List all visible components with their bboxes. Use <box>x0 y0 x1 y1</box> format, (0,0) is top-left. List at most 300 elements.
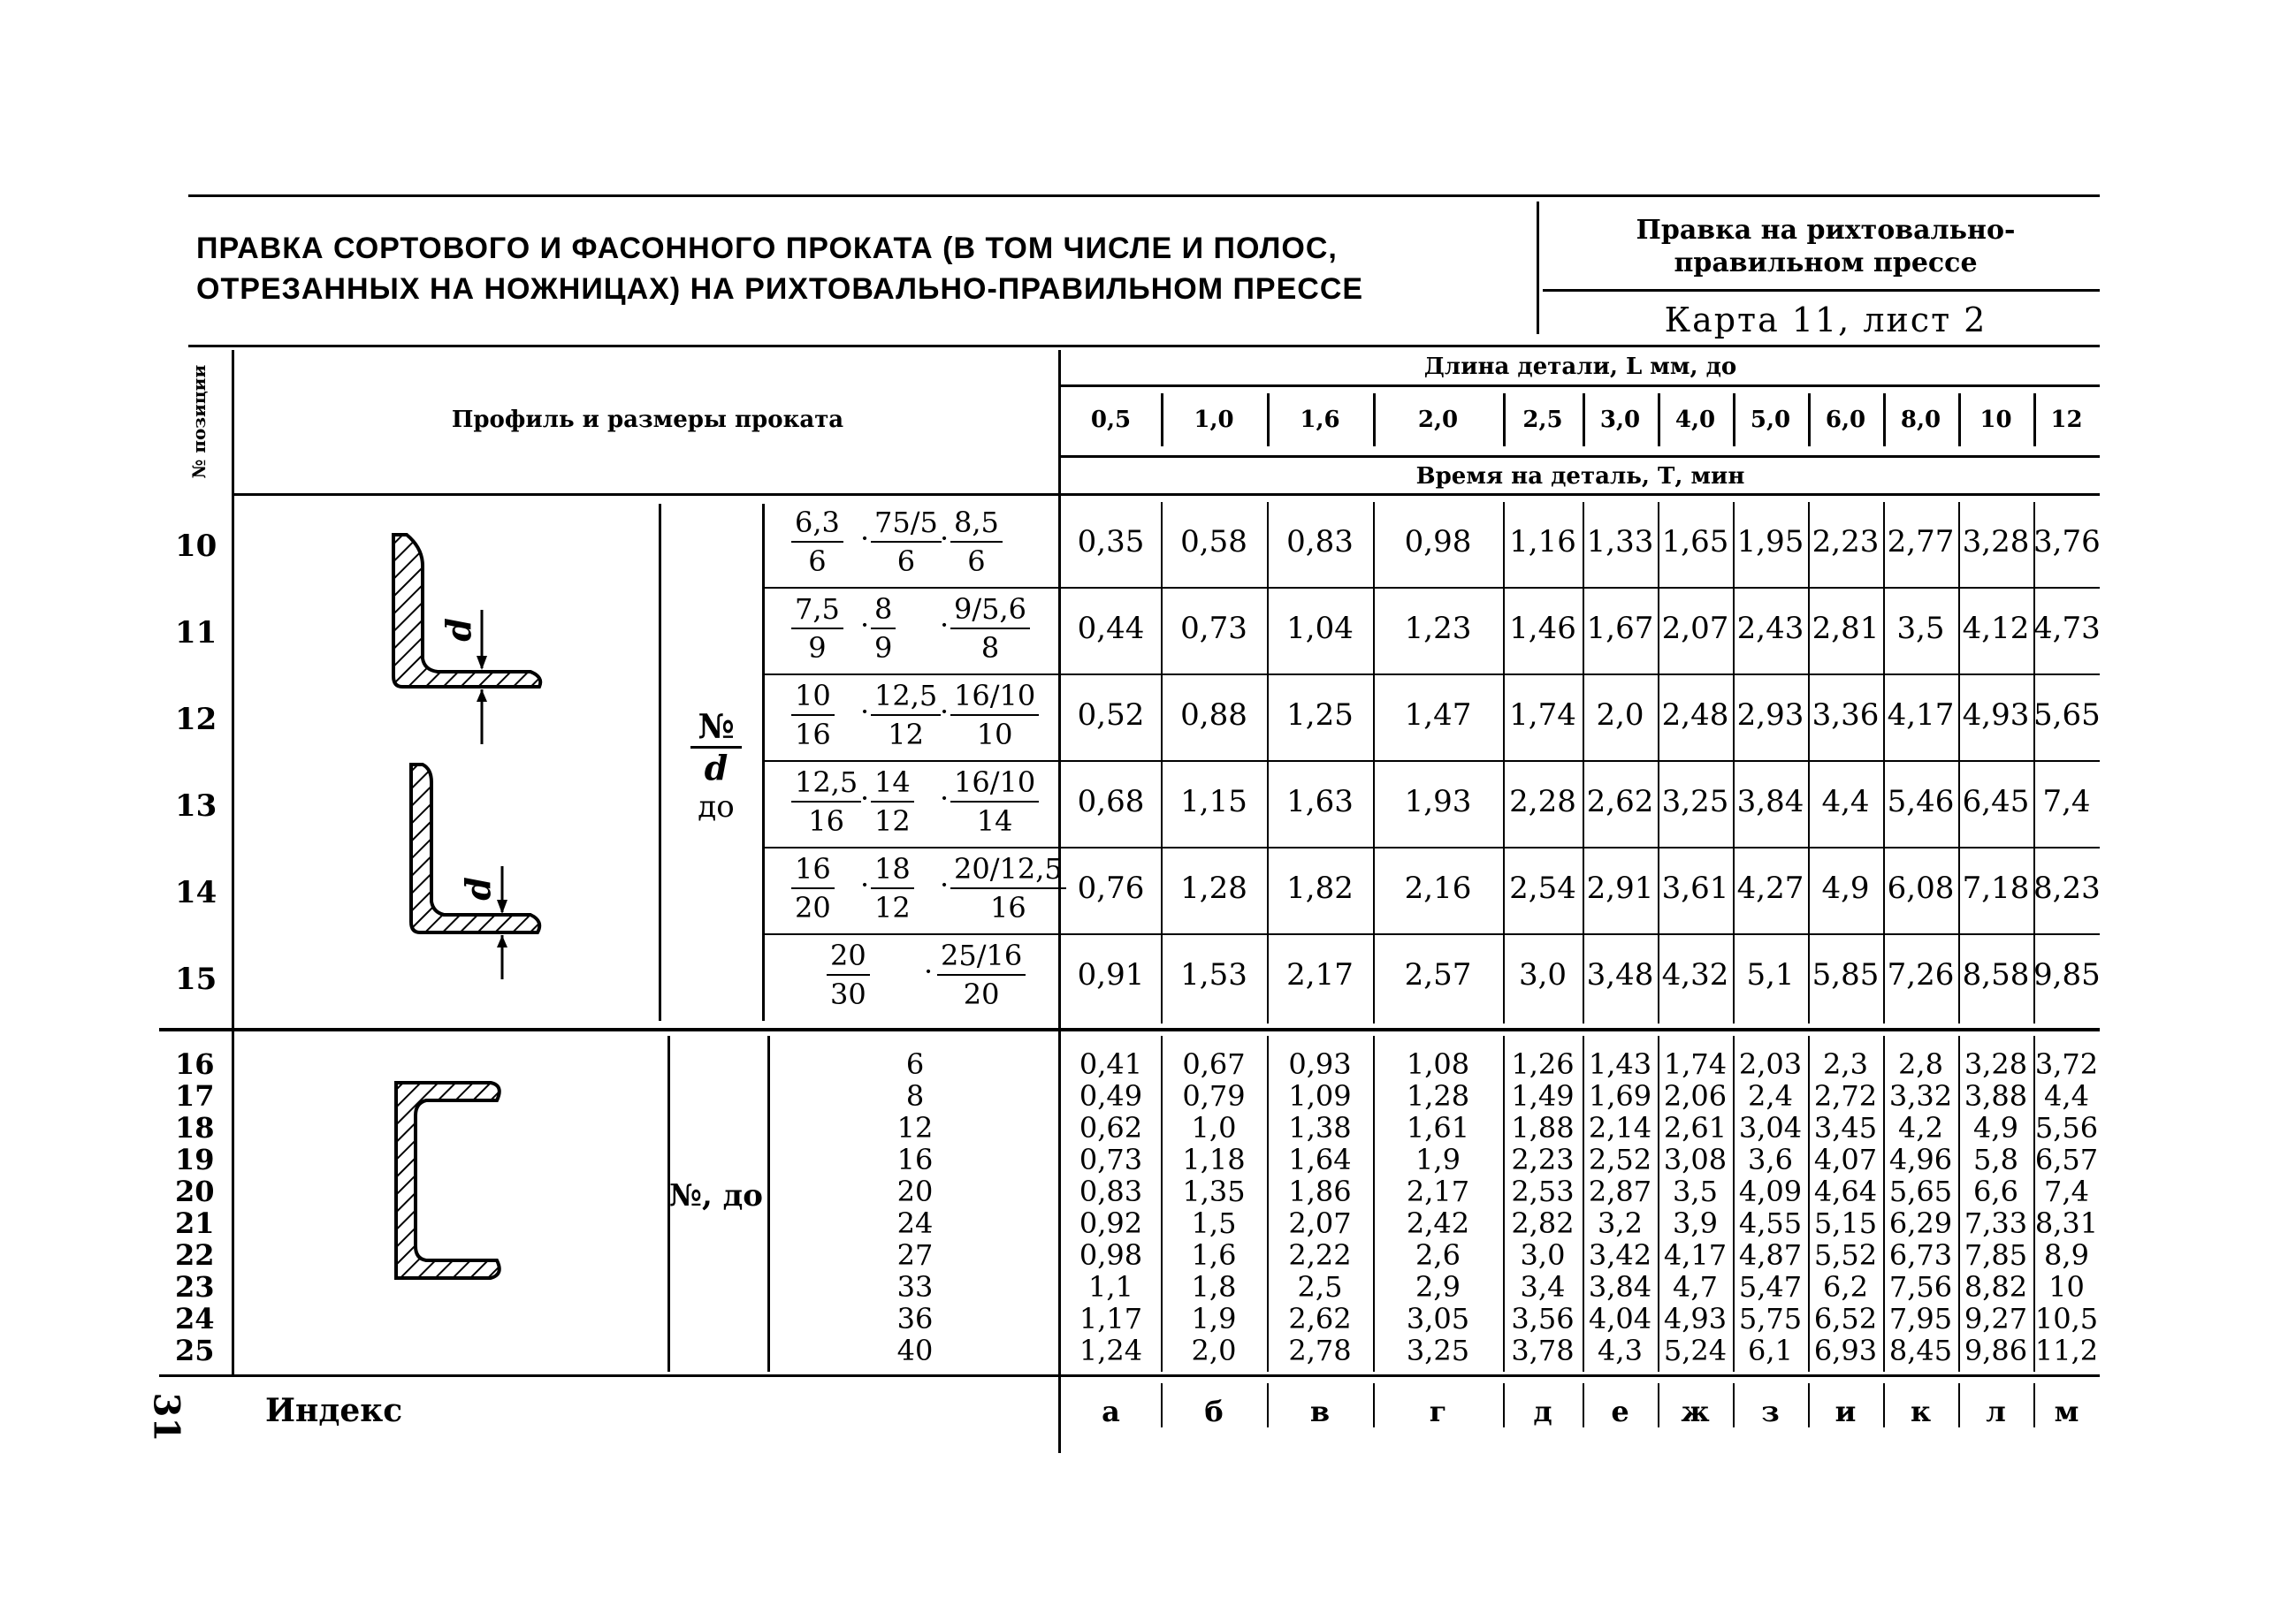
time-value: 1,63 <box>1286 784 1354 819</box>
time-value: 6,93 <box>1813 1334 1878 1367</box>
length-value: 2,0 <box>1417 407 1459 433</box>
time-value: 3,84 <box>1736 784 1804 819</box>
value-col-divider <box>1658 1036 1659 1372</box>
header-divider <box>1537 202 1539 334</box>
time-value: 2,61 <box>1663 1111 1728 1145</box>
time-value: 1,74 <box>1509 697 1576 733</box>
time-header: Время на деталь, Т, мин <box>1415 463 1745 490</box>
card-label: Карта 11, лист 2 <box>1664 301 1987 339</box>
value-col-divider <box>1883 1036 1885 1372</box>
time-value: 7,95 <box>1888 1302 1953 1335</box>
time-value: 2,53 <box>1511 1175 1575 1208</box>
position-number: 21 <box>175 1206 215 1240</box>
time-value: 0,35 <box>1077 524 1145 559</box>
time-value: 4,2 <box>1898 1111 1943 1145</box>
length-col-divider <box>1583 393 1585 446</box>
size-fraction <box>791 590 843 666</box>
length-col-divider <box>1373 393 1376 446</box>
size-fraction <box>791 677 835 753</box>
time-value: 2,48 <box>1661 697 1729 733</box>
g1-divider-b <box>762 504 765 1021</box>
time-value: 3,2 <box>1598 1206 1643 1240</box>
index-value: м <box>2054 1395 2079 1428</box>
time-value: 0,98 <box>1404 524 1472 559</box>
size-fraction <box>871 504 942 580</box>
time-value: 1,9 <box>1191 1302 1237 1335</box>
size-numerator: 25/16 <box>937 937 1026 976</box>
time-value: 6,73 <box>1888 1238 1953 1272</box>
size-numerator: 10 <box>791 677 835 716</box>
time-value: 2,4 <box>1748 1079 1793 1113</box>
time-value: 1,74 <box>1663 1047 1728 1081</box>
position-header <box>159 352 239 491</box>
value-col-divider <box>1583 502 1584 1023</box>
time-value: 0,93 <box>1288 1047 1352 1081</box>
value-col-divider <box>1161 502 1163 1023</box>
position-number: 15 <box>175 962 217 997</box>
size-fraction <box>871 850 914 926</box>
time-value: 1,8 <box>1191 1270 1237 1304</box>
time-value: 6,45 <box>1962 784 2030 819</box>
time-value: 0,44 <box>1077 611 1145 646</box>
page-number: 31 <box>145 1392 187 1442</box>
size-fraction <box>950 677 1039 753</box>
time-value: 2,22 <box>1288 1238 1352 1272</box>
time-value: 2,07 <box>1288 1206 1352 1240</box>
time-value: 1,33 <box>1586 524 1654 559</box>
position-number: 24 <box>175 1302 215 1335</box>
time-value: 6,6 <box>1973 1175 2018 1208</box>
time-value: 2,0 <box>1596 697 1644 733</box>
time-value: 2,06 <box>1663 1079 1728 1113</box>
time-value: 8,82 <box>1964 1270 2028 1304</box>
time-value: 0,49 <box>1079 1079 1143 1113</box>
position-number: 20 <box>175 1175 215 1208</box>
time-value: 6,52 <box>1813 1302 1878 1335</box>
time-value: 5,1 <box>1746 957 1795 993</box>
time-value: 3,76 <box>2033 524 2101 559</box>
time-value: 4,12 <box>1962 611 2030 646</box>
time-value: 1,64 <box>1288 1143 1352 1176</box>
time-value: 4,4 <box>2044 1079 2089 1113</box>
time-value: 0,62 <box>1079 1111 1143 1145</box>
time-value: 1,69 <box>1588 1079 1652 1113</box>
size-denominator: 6 <box>967 544 986 578</box>
size-numerator: 6,3 <box>791 504 843 543</box>
position-number: 18 <box>175 1111 215 1145</box>
size-numerator: 7,5 <box>791 590 843 629</box>
time-value: 3,61 <box>1661 871 1729 906</box>
length-value: 3,0 <box>1599 407 1641 433</box>
time-value: 4,17 <box>1887 697 1955 733</box>
row-rule <box>762 760 2100 762</box>
length-value: 5,0 <box>1750 407 1791 433</box>
time-value: 1,28 <box>1180 871 1247 906</box>
index-value: л <box>1986 1395 2006 1428</box>
index-value: и <box>1835 1395 1857 1428</box>
row-rule <box>762 587 2100 589</box>
length-col-divider <box>1808 393 1811 446</box>
size-numerator: 75/5 <box>871 504 942 543</box>
index-value: б <box>1204 1395 1224 1428</box>
size-fraction <box>950 764 1039 840</box>
time-value: 3,9 <box>1673 1206 1718 1240</box>
time-value: 1,35 <box>1182 1175 1246 1208</box>
channel-profile-drawing <box>380 1069 539 1299</box>
time-value: 2,07 <box>1661 611 1729 646</box>
value-col-divider <box>1373 502 1375 1023</box>
size-separator: · <box>940 608 950 642</box>
time-value: 1,38 <box>1288 1111 1352 1145</box>
index-col-divider <box>1161 1383 1163 1427</box>
time-value: 4,87 <box>1738 1238 1803 1272</box>
size-fraction <box>937 937 1026 1013</box>
position-number: 10 <box>175 529 217 564</box>
index-value: е <box>1611 1395 1629 1428</box>
length-col-divider <box>1161 393 1163 446</box>
value-col-divider <box>1267 502 1269 1023</box>
size-fraction <box>871 764 914 840</box>
position-label: № позиции <box>188 364 210 479</box>
value-col-divider <box>1733 502 1735 1023</box>
value-col-divider <box>1658 502 1659 1023</box>
index-value: ж <box>1681 1395 1710 1428</box>
time-value: 4,9 <box>1821 871 1870 906</box>
size-fraction <box>871 590 896 666</box>
time-value: 2,78 <box>1288 1334 1352 1367</box>
time-value: 11,2 <box>2034 1334 2099 1367</box>
time-value: 1,24 <box>1079 1334 1143 1367</box>
index-col-divider <box>1583 1383 1584 1427</box>
time-value: 4,17 <box>1663 1238 1728 1272</box>
time-value: 2,77 <box>1887 524 1955 559</box>
time-value: 3,88 <box>1964 1079 2028 1113</box>
col-divider-position <box>232 350 234 1375</box>
time-value: 5,75 <box>1738 1302 1803 1335</box>
size-numerator: 12,5 <box>871 677 941 716</box>
time-value: 4,9 <box>1973 1111 2018 1145</box>
time-value: 6,29 <box>1888 1206 1953 1240</box>
g1-param-no: № <box>690 707 741 749</box>
time-value: 0,91 <box>1077 957 1145 993</box>
value-col-divider <box>1161 1036 1163 1372</box>
position-number: 16 <box>175 1047 215 1081</box>
size-numerator: 16/10 <box>950 677 1039 716</box>
size-value: 16 <box>896 1143 934 1176</box>
time-value: 2,87 <box>1588 1175 1652 1208</box>
length-value: 0,5 <box>1090 407 1132 433</box>
size-numerator: 20 <box>827 937 870 976</box>
time-value: 3,5 <box>1896 611 1945 646</box>
size-numerator: 8,5 <box>950 504 1003 543</box>
time-value: 1,61 <box>1406 1111 1470 1145</box>
position-number: 22 <box>175 1238 215 1272</box>
g1-param-d: d <box>704 748 728 788</box>
length-value: 12 <box>2050 407 2083 433</box>
size-fraction <box>871 677 941 753</box>
time-value: 1,18 <box>1182 1143 1246 1176</box>
footer-rule <box>159 1374 2100 1377</box>
time-value: 2,93 <box>1736 697 1804 733</box>
time-value: 8,58 <box>1962 957 2030 993</box>
size-value: 40 <box>896 1334 934 1367</box>
time-value: 4,7 <box>1673 1270 1718 1304</box>
index-col-divider <box>1503 1383 1505 1427</box>
time-value: 5,47 <box>1738 1270 1803 1304</box>
time-value: 3,48 <box>1586 957 1654 993</box>
time-value: 1,17 <box>1079 1302 1143 1335</box>
length-col-divider <box>1958 393 1961 446</box>
size-fraction <box>827 937 870 1013</box>
time-value: 2,23 <box>1812 524 1880 559</box>
time-value: 4,04 <box>1588 1302 1652 1335</box>
index-col-divider <box>1733 1383 1735 1427</box>
title-line-2: ОТРЕЗАННЫХ НА НОЖНИЦАХ) НА РИХТОВАЛЬНО-ПРАВИЛЬНОМ ПРЕССЕ <box>196 272 1364 306</box>
size-separator: · <box>940 868 950 902</box>
time-value: 4,93 <box>1663 1302 1728 1335</box>
time-value: 3,5 <box>1673 1175 1718 1208</box>
length-value: 8,0 <box>1900 407 1941 433</box>
header-right-rule <box>1543 289 2100 292</box>
time-value: 2,57 <box>1404 957 1472 993</box>
time-value: 3,4 <box>1520 1270 1566 1304</box>
size-separator: · <box>860 868 870 902</box>
length-value: 2,5 <box>1522 407 1563 433</box>
time-value: 3,25 <box>1661 784 1729 819</box>
time-value: 7,33 <box>1964 1206 2028 1240</box>
time-value: 6,57 <box>2034 1143 2099 1176</box>
time-value: 1,16 <box>1509 524 1576 559</box>
value-col-divider <box>1958 502 1960 1023</box>
time-value: 2,16 <box>1404 871 1472 906</box>
time-value: 2,52 <box>1588 1143 1652 1176</box>
time-value: 4,93 <box>1962 697 2030 733</box>
value-col-divider <box>1503 502 1505 1023</box>
value-col-divider <box>2033 502 2035 1023</box>
index-value: в <box>1309 1395 1331 1428</box>
time-value: 7,26 <box>1887 957 1955 993</box>
g1-param <box>681 707 751 826</box>
time-value: 0,76 <box>1077 871 1145 906</box>
row-rule <box>762 847 2100 848</box>
index-col-divider <box>1373 1383 1375 1427</box>
position-number: 23 <box>175 1270 215 1304</box>
size-numerator: 16 <box>791 850 835 889</box>
size-value: 20 <box>896 1175 934 1208</box>
title-line-1: ПРАВКА СОРТОВОГО И ФАСОННОГО ПРОКАТА (В ТОМ ЧИСЛЕ И ПОЛОС, <box>196 232 1338 265</box>
index-value: а <box>1102 1395 1120 1428</box>
value-col-divider <box>1583 1036 1584 1372</box>
time-value: 8,45 <box>1888 1334 1953 1367</box>
time-value: 2,17 <box>1286 957 1354 993</box>
time-value: 1,82 <box>1286 871 1354 906</box>
time-value: 1,47 <box>1404 697 1472 733</box>
time-value: 1,6 <box>1191 1238 1237 1272</box>
time-value: 4,07 <box>1813 1143 1878 1176</box>
time-value: 3,56 <box>1511 1302 1575 1335</box>
header-right-line-2: правильном прессе <box>1674 247 1978 278</box>
time-value: 1,93 <box>1404 784 1472 819</box>
time-value: 7,18 <box>1962 871 2030 906</box>
time-value: 8,31 <box>2034 1206 2099 1240</box>
time-value: 5,46 <box>1887 784 1955 819</box>
time-value: 2,82 <box>1511 1206 1575 1240</box>
index-col-divider <box>1883 1383 1885 1427</box>
size-value: 12 <box>896 1111 934 1145</box>
time-value: 6,08 <box>1887 871 1955 906</box>
index-col-divider <box>1658 1383 1659 1427</box>
angle-shape-lower <box>411 765 539 979</box>
time-value: 2,81 <box>1812 611 1880 646</box>
time-value: 2,62 <box>1586 784 1654 819</box>
time-value: 9,27 <box>1964 1302 2028 1335</box>
time-value: 2,14 <box>1588 1111 1652 1145</box>
g2-divider-b <box>767 1036 770 1372</box>
time-value: 0,52 <box>1077 697 1145 733</box>
value-col-divider <box>1808 502 1810 1023</box>
length-col-divider <box>1267 393 1270 446</box>
time-value: 6,1 <box>1748 1334 1793 1367</box>
size-denominator: 20 <box>963 978 1000 1011</box>
size-denominator: 20 <box>795 891 831 925</box>
size-denominator: 6 <box>896 544 916 578</box>
time-value: 2,62 <box>1288 1302 1352 1335</box>
time-value: 3,28 <box>1962 524 2030 559</box>
size-fraction <box>950 590 1030 666</box>
time-value: 1,86 <box>1288 1175 1352 1208</box>
size-fraction <box>791 504 843 580</box>
time-value: 3,0 <box>1518 957 1568 993</box>
size-value: 8 <box>905 1079 925 1113</box>
time-value: 1,15 <box>1180 784 1247 819</box>
time-value: 2,42 <box>1406 1206 1470 1240</box>
time-value: 4,4 <box>1821 784 1870 819</box>
time-value: 0,58 <box>1180 524 1247 559</box>
angle-profile-drawing <box>354 513 584 1008</box>
time-value: 1,9 <box>1415 1143 1461 1176</box>
time-value: 0,98 <box>1079 1238 1143 1272</box>
g2-param: №, до <box>669 1178 763 1214</box>
position-number: 14 <box>175 875 217 910</box>
time-value: 7,4 <box>2044 1175 2089 1208</box>
time-value: 9,86 <box>1964 1334 2028 1367</box>
profile-header: Профиль и размеры проката <box>451 407 844 433</box>
size-denominator: 12 <box>888 718 924 751</box>
time-value: 3,72 <box>2034 1047 2099 1081</box>
time-value: 3,08 <box>1663 1143 1728 1176</box>
size-value: 33 <box>896 1270 934 1304</box>
index-value: г <box>1429 1395 1447 1428</box>
position-number: 13 <box>175 788 217 824</box>
length-col-divider <box>2033 393 2036 446</box>
value-col-divider <box>1958 1036 1960 1372</box>
length-rule <box>1061 384 2100 387</box>
length-col-divider <box>1503 393 1506 446</box>
size-fraction <box>791 850 835 926</box>
value-col-divider <box>1373 1036 1375 1372</box>
dimension-d-upper: d <box>438 618 478 642</box>
time-value: 5,85 <box>1812 957 1880 993</box>
index-value: к <box>1910 1395 1932 1428</box>
time-value: 3,36 <box>1812 697 1880 733</box>
time-value: 0,67 <box>1182 1047 1246 1081</box>
value-col-divider <box>1883 502 1885 1023</box>
time-value: 8,23 <box>2033 871 2101 906</box>
size-value: 27 <box>896 1238 934 1272</box>
length-value: 1,0 <box>1194 407 1234 433</box>
size-separator: · <box>860 781 870 815</box>
size-denominator: 9 <box>808 631 827 665</box>
time-value: 1,53 <box>1180 957 1247 993</box>
time-value: 3,04 <box>1738 1111 1803 1145</box>
time-value: 10 <box>2048 1270 2085 1304</box>
group-separator <box>159 1028 2100 1031</box>
time-value: 2,0 <box>1191 1334 1237 1367</box>
position-number: 19 <box>175 1143 215 1176</box>
table-top-rule <box>188 345 2100 347</box>
time-value: 2,3 <box>1823 1047 1868 1081</box>
size-denominator: 9 <box>874 631 893 665</box>
size-fraction <box>950 850 1066 926</box>
g1-param-do: до <box>698 789 735 825</box>
row-rule <box>762 673 2100 675</box>
size-separator: · <box>860 521 870 555</box>
value-col-divider <box>1267 1036 1269 1372</box>
size-denominator: 14 <box>976 804 1013 838</box>
size-numerator: 16/10 <box>950 764 1039 803</box>
length-value: 1,6 <box>1300 407 1340 433</box>
time-value: 4,64 <box>1813 1175 1878 1208</box>
length-col-divider <box>1658 393 1660 446</box>
value-col-divider <box>1808 1036 1810 1372</box>
index-col-divider <box>1267 1383 1269 1427</box>
time-value: 2,5 <box>1297 1270 1343 1304</box>
position-number: 11 <box>175 615 217 651</box>
size-fraction <box>950 504 1003 580</box>
time-value: 5,65 <box>1888 1175 1953 1208</box>
time-value: 1,65 <box>1661 524 1729 559</box>
time-value: 2,6 <box>1415 1238 1461 1272</box>
time-value: 5,56 <box>2034 1111 2099 1145</box>
g1-divider-a <box>659 504 661 1021</box>
size-denominator: 12 <box>874 804 911 838</box>
time-value: 2,17 <box>1406 1175 1470 1208</box>
time-value: 0,73 <box>1180 611 1247 646</box>
time-value: 2,91 <box>1586 871 1654 906</box>
time-value: 10,5 <box>2034 1302 2099 1335</box>
time-value: 3,42 <box>1588 1238 1652 1272</box>
time-value: 5,52 <box>1813 1238 1878 1272</box>
time-value: 1,28 <box>1406 1079 1470 1113</box>
length-col-divider <box>1883 393 1886 446</box>
time-value: 4,09 <box>1738 1175 1803 1208</box>
length-value: 4,0 <box>1674 407 1716 433</box>
time-value: 1,43 <box>1588 1047 1652 1081</box>
index-col-divider <box>2033 1383 2035 1427</box>
time-value: 5,24 <box>1663 1334 1728 1367</box>
length-value: 10 <box>1979 407 2012 433</box>
size-separator: · <box>940 781 950 815</box>
time-value: 7,85 <box>1964 1238 2028 1272</box>
time-value: 0,79 <box>1182 1079 1246 1113</box>
time-value: 2,54 <box>1509 871 1576 906</box>
position-number: 17 <box>175 1079 215 1113</box>
value-col-divider <box>2033 1036 2035 1372</box>
time-value: 2,23 <box>1511 1143 1575 1176</box>
time-value: 1,67 <box>1586 611 1654 646</box>
size-denominator: 16 <box>808 804 844 838</box>
size-denominator: 8 <box>980 631 1000 665</box>
